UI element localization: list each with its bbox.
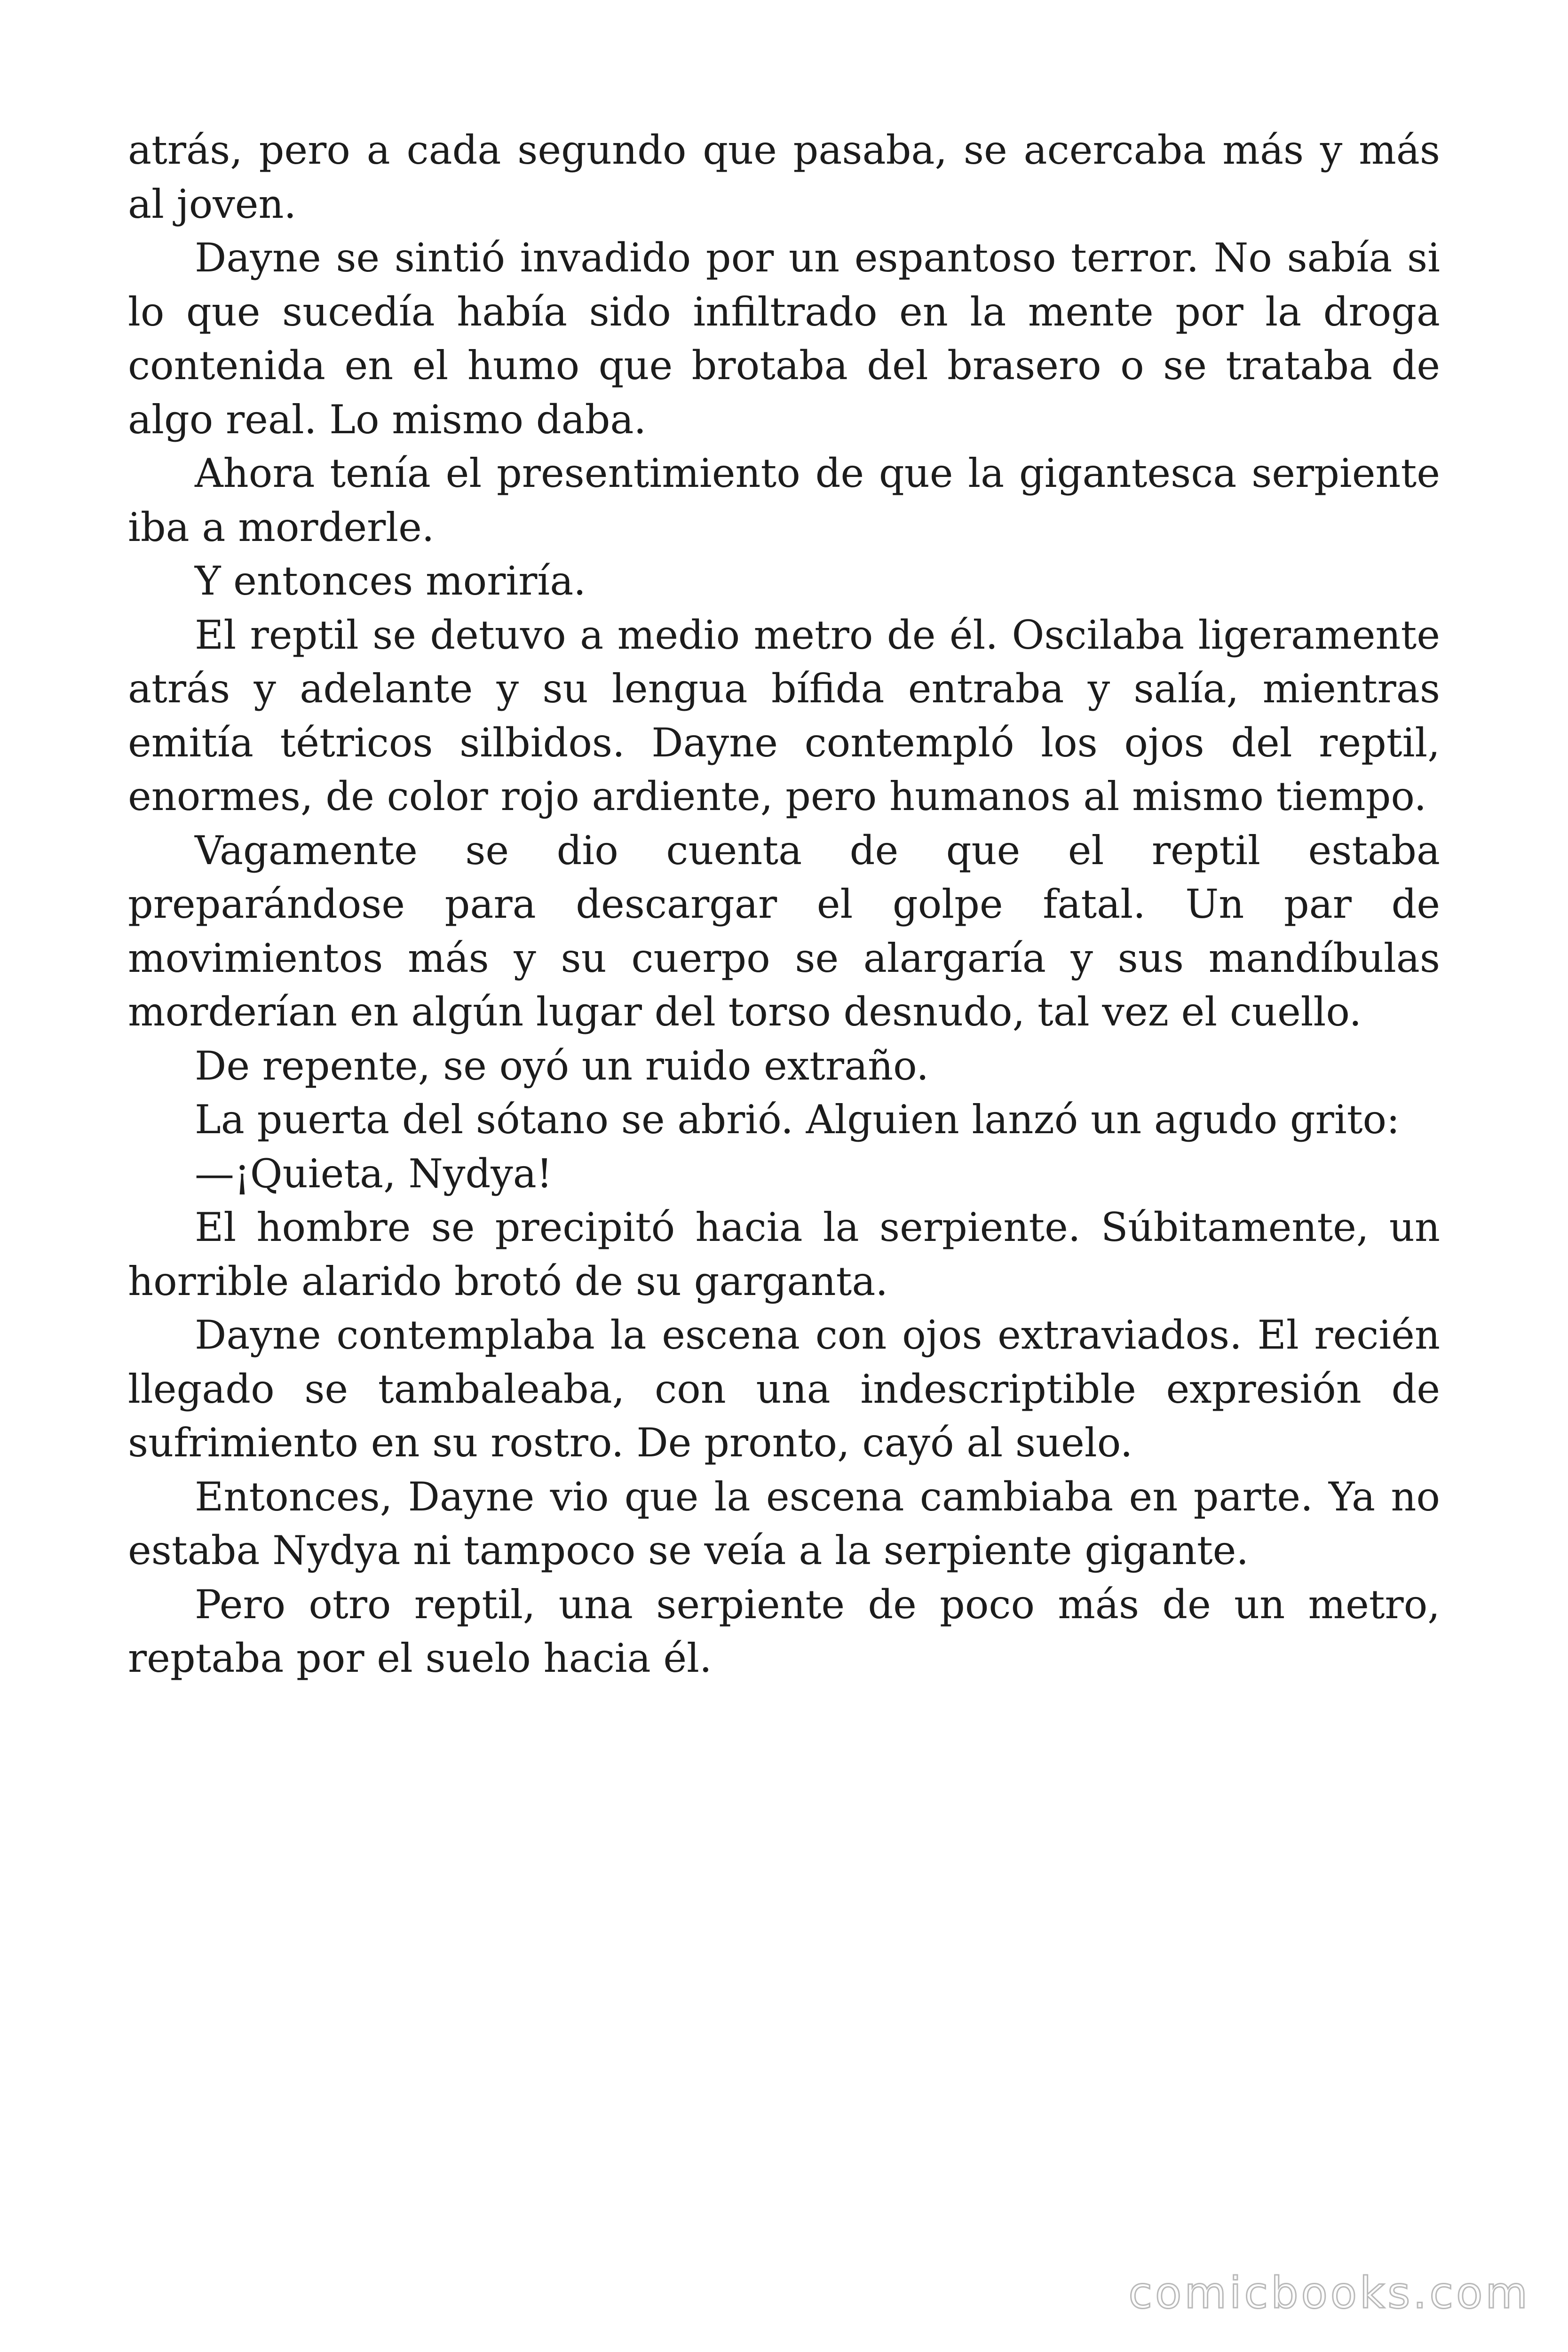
paragraph: El reptil se detuvo a medio metro de él. Oscilaba ligeramente atrás y adelante y su lengua bífida entraba y salía, mientras emitía tétricos silbidos. Dayne contempló los ojos del reptil, enormes, de color rojo ardiente, pero humanos al mismo tiempo. bbox=[128, 612, 1440, 819]
paragraph: Pero otro reptil, una serpiente de poco más de un metro, reptaba por el suelo hacia él. bbox=[128, 1581, 1440, 1681]
paragraph: De repente, se oyó un ruido extraño. bbox=[195, 1042, 929, 1089]
dialogue-line: —¡Quieta, Nydya! bbox=[195, 1150, 553, 1197]
paragraph: Ahora tenía el presentimiento de que la gigantesca serpiente iba a morderle. bbox=[128, 450, 1440, 550]
paragraph: Dayne se sintió invadido por un espantoso terror. No sabía si lo que sucedía había sido infiltrado en la mente por la droga contenida en el humo que brotaba del brasero o se trataba de algo real. Lo mismo daba. bbox=[128, 235, 1440, 443]
paragraph: La puerta del sótano se abrió. Alguien lanzó un agudo grito: bbox=[195, 1097, 1400, 1143]
watermark: comicbooks.com bbox=[1128, 2268, 1530, 2318]
paragraph: Dayne contemplaba la escena con ojos extraviados. El recién llegado se tambaleaba, con una indescriptible expresión de sufrimiento en su rostro. De pronto, cayó al suelo. bbox=[128, 1312, 1440, 1466]
paragraph: El hombre se precipitó hacia la serpiente. Súbitamente, un horrible alarido brotó de su garganta. bbox=[128, 1204, 1440, 1304]
paragraph: Vagamente se dio cuenta de que el reptil estaba preparándose para descargar el golpe fatal. Un par de movimientos más y su cuerpo se alargaría y sus mandíbulas morderían en algún lugar del torso desnudo, tal vez el cuello. bbox=[128, 827, 1440, 1035]
paragraph: Entonces, Dayne vio que la escena cambiaba en parte. Ya no estaba Nydya ni tampoco se veía a la serpiente gigante. bbox=[128, 1473, 1440, 1573]
page-body bbox=[128, 123, 1440, 1685]
paragraph: atrás, pero a cada segundo que pasaba, se acercaba más y más al joven. bbox=[128, 127, 1440, 227]
paragraph: Y entonces moriría. bbox=[195, 558, 586, 604]
